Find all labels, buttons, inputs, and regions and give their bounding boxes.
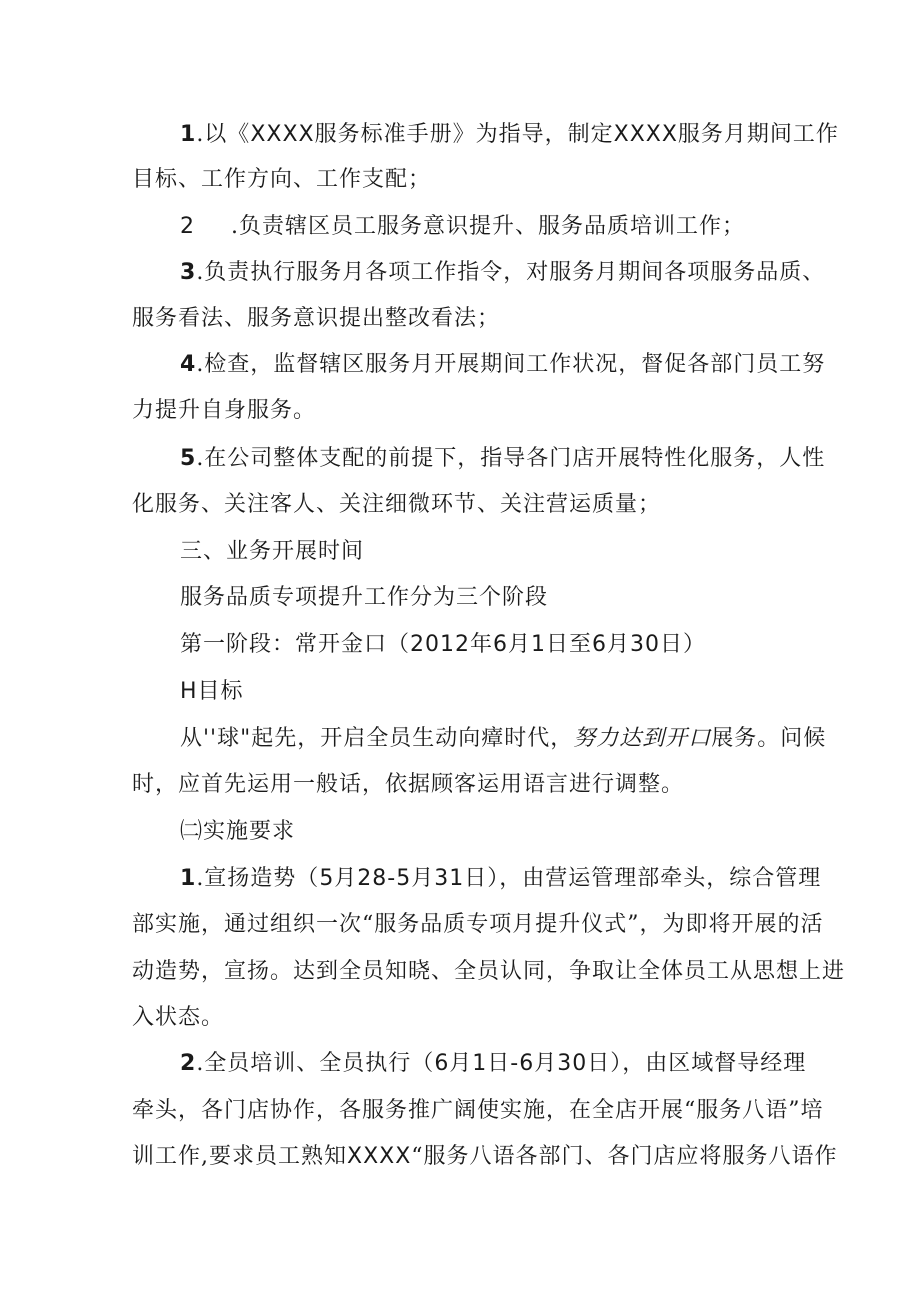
req-2-line-1: 2.全员培训、全员执行（6月1日-6月30日），由区域督导经理 [180,1051,807,1076]
item-3-number: 3 [180,260,197,285]
item-5-line-2: 化服务、关注客人、关注细微环节、关注营运质量； [132,492,662,517]
item-4-number: 4 [180,352,197,377]
requirements-heading: ㈡实施要求 [180,819,296,844]
item-4-line-1: 4.检查，监督辖区服务月开展期间工作状况，督促各部门员工努 [180,352,826,377]
item-3-line-2: 服务看法、服务意识提出整改看法； [132,306,501,331]
item-5-number: 5 [180,446,197,471]
item-1-line-2: 目标、工作方向、工作支配； [132,167,432,192]
goal-heading: H目标 [180,679,244,704]
section-3-heading: 三、业务开展时间 [180,539,365,564]
req-1-line-4: 入状态。 [132,1005,225,1030]
item-1-number: 1 [180,122,197,147]
item-4-line-2: 力提升自身服务。 [132,398,317,423]
req-2-number: 2 [180,1051,197,1076]
item-3-line-1: 3.负责执行服务月各项工作指令，对服务月期间各项服务品质、 [180,260,826,285]
item-2: 2 .负责辖区员工服务意识提升、服务品质培训工作； [180,214,745,239]
req-2-line-3: 训工作,要求员工熟知XXXX“服务八语各部门、各门店应将服务八语作 [132,1144,838,1169]
req-1-line-2: 部实施，通过组织一次“服务品质专项月提升仪式”，为即将开展的活 [132,912,824,937]
req-2-line-2: 牵头，各门店协作，各服务推广阔使实施，在全店开展“服务八语”培 [132,1098,824,1123]
goal-paragraph-line-1: 从''球"起先，开启全员生动向瘴时代，努力达到开口展务。问候 [180,726,827,751]
phase-1-heading: 第一阶段：常开金口（2012年6月1日至6月30日） [180,632,707,657]
req-1-line-3: 动造势，宣扬。达到全员知晓、全员认同，争取让全体员工从思想上进 [132,959,846,984]
item-1-line-1: 1.以《XXXX服务标准手册》为指导，制定XXXX服务月期间工作 [180,122,839,147]
req-1-number: 1 [180,866,197,891]
req-1-line-1: 1.宣扬造势（5月28-5月31日），由营运管理部牵头，综合管理 [180,866,822,891]
goal-paragraph-line-2: 时，应首先运用一般话，依据顾客运用语言进行调整。 [132,772,685,797]
phases-intro: 服务品质专项提升工作分为三个阶段 [180,585,549,610]
item-2-number: 2 [180,214,195,239]
item-5-line-1: 5.在公司整体支配的前提下，指导各门店开展特性化服务，人性 [180,446,826,471]
